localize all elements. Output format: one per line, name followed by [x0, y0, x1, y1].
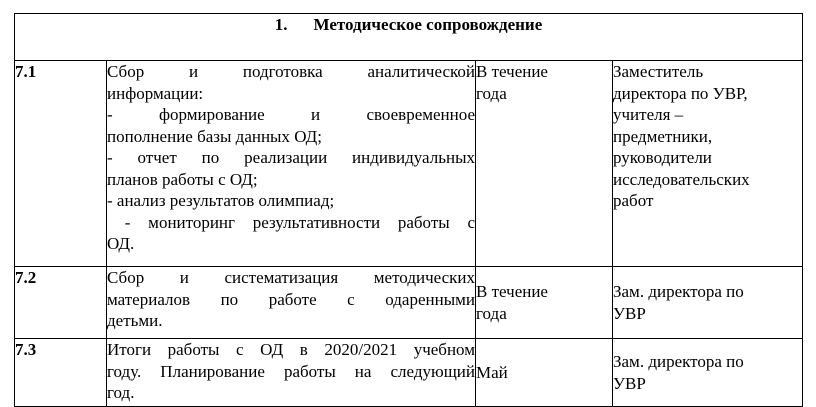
row-responsible [613, 61, 803, 267]
methodical-support-table [14, 13, 803, 407]
responsible-line: УВР [613, 373, 646, 393]
row-responsible [613, 339, 803, 407]
period-line: В течение [476, 282, 548, 301]
description-line: информации: [107, 83, 204, 103]
row-responsible [613, 267, 803, 339]
section-header-cell [15, 14, 803, 61]
table-row [15, 61, 803, 267]
period-line: Май [476, 362, 508, 382]
responsible-line: Зам. директора по [613, 282, 744, 301]
section-header-row [15, 14, 803, 61]
period-line: В течение [476, 62, 548, 81]
description-line: - формирование и своевременное [107, 105, 475, 124]
row-description [107, 61, 476, 267]
responsible-line: предметники, [613, 126, 713, 146]
description-line: планов работы с ОД; [107, 169, 258, 189]
description-line: Итоги работы с ОД в 2020/2021 учебном [107, 340, 475, 359]
description-line: - отчет по реализации индивидуальных [107, 148, 475, 167]
responsible-line: директора по УВР, [613, 83, 748, 103]
responsible-line: работ [613, 191, 654, 210]
table-row [15, 267, 803, 339]
row-number: 7.1 [15, 61, 107, 267]
responsible-line: Заместитель [613, 62, 704, 81]
description-line: год. [107, 383, 135, 402]
description-line: - мониторинг результативности работы с [107, 212, 475, 232]
table-row [15, 339, 803, 407]
row-number: 7.2 [15, 267, 107, 339]
period-line: года [476, 303, 507, 323]
description-line: детьми. [107, 311, 163, 330]
description-line: пополнение базы данных ОД; [107, 126, 322, 146]
period-line: года [476, 83, 507, 103]
row-description [107, 267, 476, 339]
description-line: - анализ результатов олимпиад; [107, 191, 335, 210]
responsible-line: учителя – [613, 105, 684, 124]
description-line: ОД. [107, 234, 135, 253]
section-number: 1. [274, 15, 288, 34]
responsible-line: руководители [613, 148, 712, 167]
row-period [476, 267, 613, 339]
responsible-line: Зам. директора по [613, 352, 744, 371]
description-line: материалов по работе с одаренными [107, 289, 475, 309]
section-title: Методическое сопровождение [313, 15, 543, 34]
responsible-line: исследовательских [613, 169, 750, 189]
description-line: Сбор и систематизация методических [107, 268, 475, 287]
responsible-line: УВР [613, 303, 646, 323]
row-period [476, 61, 613, 267]
description-line: Сбор и подготовка аналитической [107, 62, 475, 81]
row-period [476, 339, 613, 407]
row-number: 7.3 [15, 339, 107, 407]
row-description [107, 339, 476, 407]
description-line: году. Планирование работы на следующий [107, 361, 475, 381]
